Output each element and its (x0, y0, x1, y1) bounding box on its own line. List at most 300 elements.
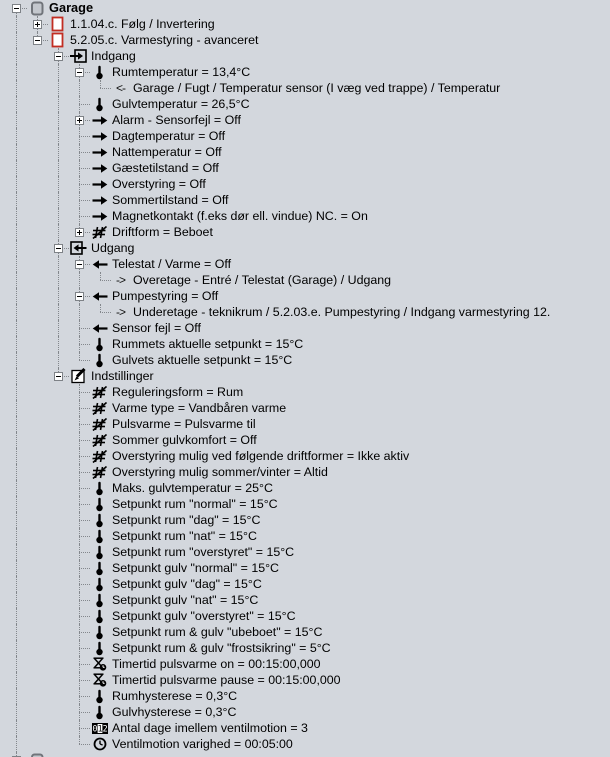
tree-connector (69, 384, 90, 400)
tree-item-label[interactable]: Driftform = Beboet (112, 225, 213, 239)
tree-item-label[interactable]: Udgang (91, 241, 135, 255)
tree-item-label[interactable]: Alarm - Sensorfejl = Off (112, 113, 241, 127)
link-target-icon: -> (115, 273, 125, 287)
tree-connector (69, 640, 90, 656)
tree-indent-guide (27, 112, 48, 128)
tree-item-label[interactable]: Sensor fejl = Off (112, 321, 201, 335)
tree-connector (90, 80, 111, 96)
expand-toggle-collapsed[interactable] (33, 20, 42, 29)
tree-indent-guide (27, 208, 48, 224)
svg-text:2: 2 (102, 724, 108, 734)
tree-indent-guide (48, 208, 69, 224)
tree-row (6, 512, 610, 528)
tree-indent-guide (48, 384, 69, 400)
tree-indent-guide (6, 448, 27, 464)
thermometer-icon (90, 496, 109, 512)
tree-row (6, 544, 610, 560)
parameter-icon (90, 384, 109, 400)
tree-item-label[interactable]: Gæstetilstand = Off (112, 161, 219, 175)
tree-indent-guide (6, 544, 27, 560)
expand-toggle-expanded[interactable] (75, 292, 84, 301)
tree-indent-guide (6, 80, 27, 96)
tree-connector (69, 288, 90, 304)
tree-indent-guide (27, 160, 48, 176)
tree-item-label[interactable]: Sommer gulvkomfort = Off (112, 433, 257, 447)
tree-indent-guide (6, 240, 27, 256)
tree-connector (69, 464, 90, 480)
tree-item-label[interactable]: Pulsvarme = Pulsvarme til (112, 417, 256, 431)
tree-indent-guide (6, 384, 27, 400)
tree-row (6, 576, 610, 592)
tree-row (6, 240, 610, 256)
tree-item-label[interactable]: Overetage - Entré / Telestat (Garage) / Udgang (133, 273, 392, 287)
tree-indent-guide (6, 320, 27, 336)
tree-indent-guide (48, 480, 69, 496)
tree-indent-guide (27, 256, 48, 272)
tree-row (6, 368, 610, 384)
room-icon (27, 0, 46, 16)
parameter-icon (90, 224, 109, 240)
output-icon (69, 240, 88, 256)
arrow-right-icon (90, 128, 109, 144)
tree-indent-guide (6, 128, 27, 144)
tree-row (6, 224, 610, 240)
tree-connector (69, 496, 90, 512)
tree-connector (69, 624, 90, 640)
tree-indent-guide (6, 368, 27, 384)
tree-indent-guide (27, 416, 48, 432)
tree-item-label[interactable]: Pumpestyring = Off (112, 289, 219, 303)
tree-indent-guide (48, 688, 69, 704)
tree-indent-guide (48, 96, 69, 112)
parameter-icon (90, 448, 109, 464)
tree-indent-guide (27, 224, 48, 240)
tree-connector (69, 320, 90, 336)
tree-row (6, 464, 610, 480)
tree-item-label[interactable]: Setpunkt gulv "normal" = 15°C (112, 561, 280, 575)
tree-indent-guide (48, 336, 69, 352)
tree-connector (69, 448, 90, 464)
tree-row (6, 320, 610, 336)
tree-indent-guide (48, 576, 69, 592)
expand-toggle-expanded[interactable] (75, 68, 84, 77)
tree-indent-guide (48, 352, 69, 368)
tree-connector (48, 48, 69, 64)
tree-indent-guide (48, 144, 69, 160)
thermometer-icon (90, 688, 109, 704)
input-icon (69, 48, 88, 64)
tree-connector (69, 688, 90, 704)
tree-item-label[interactable]: Timertid pulsvarme on = 00:15:00,000 (112, 657, 321, 671)
tree-indent-guide (27, 176, 48, 192)
parameter-icon (90, 400, 109, 416)
tree-indent-guide (27, 592, 48, 608)
expand-toggle-expanded[interactable] (33, 36, 42, 45)
tree-indent-guide (6, 304, 27, 320)
tree-connector (69, 192, 90, 208)
tree-row (6, 128, 610, 144)
tree-connector (69, 144, 90, 160)
parameter-icon (90, 432, 109, 448)
tree-connector (48, 368, 69, 384)
tree-connector (90, 272, 111, 288)
tree-connector (69, 576, 90, 592)
tree-indent-guide (48, 464, 69, 480)
tree-indent-guide (27, 496, 48, 512)
tree-indent-guide (6, 592, 27, 608)
timer-icon (90, 656, 109, 672)
tree-indent-guide (27, 656, 48, 672)
tree-item-label[interactable]: Maks. gulvtemperatur = 25°C (112, 481, 273, 495)
tree-row (6, 384, 610, 400)
tree-connector (69, 512, 90, 528)
tree-row (6, 656, 610, 672)
tree-row (6, 528, 610, 544)
tree-connector (48, 240, 69, 256)
tree-indent-guide (6, 720, 27, 736)
tree-indent-guide (27, 448, 48, 464)
expand-toggle-expanded[interactable] (12, 4, 21, 13)
tree-item-label[interactable]: Nattemperatur = Off (112, 145, 222, 159)
tree-indent-guide (69, 80, 90, 96)
expand-toggle-expanded[interactable] (54, 244, 63, 253)
tree-indent-guide (6, 704, 27, 720)
tree-item-label[interactable]: Dagtemperatur = Off (112, 129, 226, 143)
tree-row (6, 0, 610, 16)
tree-indent-guide (27, 320, 48, 336)
tree-indent-guide (6, 336, 27, 352)
tree-connector (69, 256, 90, 272)
tree-item-label[interactable]: Magnetkontakt (f.eks dør ell. vindue) NC. = On (112, 209, 368, 223)
tree-indent-guide (27, 352, 48, 368)
tree-row (6, 624, 610, 640)
thermometer-icon (90, 592, 109, 608)
tree-indent-guide (6, 400, 27, 416)
thermometer-icon (90, 528, 109, 544)
tree-row (6, 96, 610, 112)
tree-row (6, 752, 610, 757)
tree-row (6, 720, 610, 736)
expand-toggle-expanded[interactable] (75, 260, 84, 269)
tree-indent-guide (48, 720, 69, 736)
tree-indent-guide (48, 432, 69, 448)
tree-item-label[interactable]: Setpunkt rum & gulv "frostsikring" = 5°C (112, 641, 331, 655)
tree-indent-guide (48, 624, 69, 640)
tree-indent-guide (6, 32, 27, 48)
tree-connector (6, 752, 27, 757)
tree-indent-guide (6, 16, 27, 32)
tree-row (6, 640, 610, 656)
tree-row (6, 704, 610, 720)
thermometer-icon (90, 576, 109, 592)
tree-indent-guide (6, 432, 27, 448)
function-block-icon (48, 16, 67, 32)
tree-indent-guide (6, 576, 27, 592)
tree-indent-guide (6, 256, 27, 272)
tree-item-label[interactable]: Gulvets aktuelle setpunkt = 15°C (112, 353, 293, 367)
tree-connector (69, 560, 90, 576)
tree-item-label[interactable]: Setpunkt rum & gulv "ubeboet" = 15°C (112, 625, 323, 639)
tree-item-label[interactable]: Timertid pulsvarme pause = 00:15:00,000 (112, 673, 341, 687)
tree-row (6, 32, 610, 48)
tree-indent-guide (6, 480, 27, 496)
tree-row (6, 112, 610, 128)
tree-indent-guide (48, 256, 69, 272)
svg-text:0: 0 (91, 724, 97, 734)
timer-icon (90, 672, 109, 688)
tree-indent-guide (27, 576, 48, 592)
tree-indent-guide (6, 672, 27, 688)
tree-row (6, 688, 610, 704)
tree-row (6, 144, 610, 160)
tree-indent-guide (48, 704, 69, 720)
tree-indent-guide (27, 720, 48, 736)
tree-indent-guide (69, 304, 90, 320)
tree-item-label[interactable]: Garage (49, 0, 94, 15)
tree-connector (69, 416, 90, 432)
tree-item-label[interactable]: Varme type = Vandbåren varme (112, 401, 287, 415)
tree-indent-guide (27, 304, 48, 320)
tree-item-label[interactable]: Sommertilstand = Off (112, 193, 229, 207)
tree-item-label[interactable]: Setpunkt gulv "dag" = 15°C (112, 577, 262, 591)
room-icon (27, 752, 46, 757)
tree-indent-guide (27, 64, 48, 80)
tree-connector (69, 672, 90, 688)
tree-indent-guide (6, 48, 27, 64)
tree-indent-guide (27, 480, 48, 496)
tree-indent-guide (27, 288, 48, 304)
tree-item-label[interactable]: 5.2.05.c. Varmestyring - avanceret (70, 33, 259, 47)
tree-item-label[interactable]: Overstyring = Off (112, 177, 206, 191)
tree-connector (27, 16, 48, 32)
tree-item-label[interactable]: Rumhysterese = 0,3°C (112, 689, 238, 703)
tree-indent-guide (6, 352, 27, 368)
tree-indent-guide (27, 272, 48, 288)
svg-text:1: 1 (96, 724, 103, 734)
tree-indent-guide (6, 608, 27, 624)
tree-row (6, 352, 610, 368)
link-target-icon: -> (115, 305, 125, 319)
tree-indent-guide (6, 496, 27, 512)
tree-item-label[interactable]: Garage / Fugt / Temperatur sensor (I væg ved trappe) / Temperatur (133, 81, 501, 95)
expand-toggle-collapsed[interactable] (75, 228, 84, 237)
tree-connector (69, 336, 90, 352)
tree-row (6, 592, 610, 608)
tree-item-label[interactable]: Setpunkt rum "normal" = 15°C (112, 497, 278, 511)
tree-indent-guide (48, 592, 69, 608)
tree-indent-guide (6, 288, 27, 304)
settings-icon (69, 368, 88, 384)
tree-item-label[interactable]: Setpunkt rum "overstyret" = 15°C (112, 545, 295, 559)
tree-row (6, 336, 610, 352)
tree-row (6, 16, 610, 32)
tree-indent-guide (48, 64, 69, 80)
tree-row (6, 672, 610, 688)
tree-indent-guide (27, 624, 48, 640)
tree-indent-guide (6, 224, 27, 240)
thermometer-icon (90, 560, 109, 576)
tree-item-label[interactable]: Setpunkt gulv "nat" = 15°C (112, 593, 259, 607)
thermometer-icon (90, 512, 109, 528)
tree-row (6, 432, 610, 448)
tree-item-label[interactable]: Setpunkt gulv "overstyret" = 15°C (112, 609, 296, 623)
tree-connector (69, 656, 90, 672)
thermometer-icon (90, 624, 109, 640)
tree-connector (69, 160, 90, 176)
tree-indent-guide (27, 128, 48, 144)
tree-indent-guide (48, 608, 69, 624)
tree-indent-guide (27, 672, 48, 688)
counter-icon (90, 720, 109, 736)
tree-item-label[interactable]: Indgang (91, 49, 136, 63)
tree-indent-guide (27, 144, 48, 160)
tree-indent-guide (27, 640, 48, 656)
tree-item-label[interactable]: Gulvtemperatur = 26,5°C (112, 97, 250, 111)
tree-item-label[interactable]: Underetage - teknikrum / 5.2.03.e. Pumpestyring / Indgang varmestyring 12. (133, 305, 551, 319)
tree-indent-guide (48, 560, 69, 576)
parameter-icon (90, 416, 109, 432)
tree-item-label[interactable]: Telestat / Varme = Off (112, 257, 232, 271)
tree-indent-guide (48, 656, 69, 672)
tree-item-label[interactable]: Overstyring mulig ved følgende driftformer = Ikke aktiv (112, 449, 410, 463)
tree-connector (69, 112, 90, 128)
tree-indent-guide (27, 192, 48, 208)
tree-row (6, 416, 610, 432)
tree-indent-guide (48, 160, 69, 176)
tree-indent-guide (48, 416, 69, 432)
clock-icon (90, 736, 109, 752)
tree-row (6, 160, 610, 176)
arrow-right-icon (90, 176, 109, 192)
tree-item-label[interactable]: Reguleringsform = Rum (112, 385, 244, 399)
tree-item-label[interactable]: Indstillinger (91, 369, 154, 383)
thermometer-icon (90, 352, 109, 368)
tree-indent-guide (48, 672, 69, 688)
tree-item-label[interactable]: Setpunkt rum "dag" = 15°C (112, 513, 261, 527)
tree-indent-guide (48, 736, 69, 752)
tree-indent-guide (27, 96, 48, 112)
expand-toggle-collapsed[interactable] (75, 116, 84, 125)
tree-indent-guide (6, 176, 27, 192)
tree-item-label[interactable]: Rummets aktuelle setpunkt = 15°C (112, 337, 304, 351)
tree-item-label[interactable]: Antal dage imellem ventilmotion = 3 (112, 721, 308, 735)
tree-indent-guide (48, 304, 69, 320)
arrow-right-icon (90, 192, 109, 208)
tree-indent-guide (6, 624, 27, 640)
tree-item-label[interactable]: Rumtemperatur = 13,4°C (112, 65, 251, 79)
tree-row (6, 80, 610, 96)
arrow-left-icon (90, 256, 109, 272)
tree-indent-guide (48, 544, 69, 560)
tree-indent-guide (48, 640, 69, 656)
parameter-icon (90, 464, 109, 480)
tree-connector (69, 352, 90, 368)
function-block-icon (48, 32, 67, 48)
tree-item-label[interactable]: Ventilmotion varighed = 00:05:00 (112, 737, 293, 751)
thermometer-icon (90, 704, 109, 720)
arrow-left-icon (90, 288, 109, 304)
tree-indent-guide (6, 656, 27, 672)
tree-row (6, 496, 610, 512)
tree-indent-guide (6, 512, 27, 528)
tree-connector (69, 720, 90, 736)
tree-indent-guide (6, 144, 27, 160)
tree-indent-guide (48, 288, 69, 304)
tree-indent-guide (6, 464, 27, 480)
tree-connector (69, 64, 90, 80)
tree-indent-guide (6, 688, 27, 704)
tree-indent-guide (48, 192, 69, 208)
tree-row (6, 448, 610, 464)
expand-toggle-expanded[interactable] (54, 372, 63, 381)
tree-indent-guide (6, 112, 27, 128)
tree-indent-guide (6, 96, 27, 112)
tree-row (6, 256, 610, 272)
tree-item-label[interactable]: Gulvhysterese = 0,3°C (112, 705, 237, 719)
thermometer-icon (90, 336, 109, 352)
tree-indent-guide (27, 400, 48, 416)
tree-indent-guide (27, 336, 48, 352)
arrow-left-icon (90, 320, 109, 336)
thermometer-icon (90, 608, 109, 624)
tree-connector (69, 528, 90, 544)
tree-row (6, 272, 610, 288)
tree-indent-guide (48, 512, 69, 528)
arrow-right-icon (90, 112, 109, 128)
thermometer-icon (90, 640, 109, 656)
tree-connector (69, 96, 90, 112)
tree-indent-guide (27, 544, 48, 560)
thermometer-icon (90, 64, 109, 80)
tree-indent-guide (48, 320, 69, 336)
tree-connector (69, 736, 90, 752)
tree-indent-guide (27, 560, 48, 576)
tree-row (6, 304, 610, 320)
tree-indent-guide (27, 528, 48, 544)
tree-indent-guide (48, 272, 69, 288)
tree-connector (69, 608, 90, 624)
tree-indent-guide (69, 272, 90, 288)
tree-connector (69, 704, 90, 720)
tree-row (6, 608, 610, 624)
tree-item-label[interactable]: Setpunkt rum "nat" = 15°C (112, 529, 257, 543)
tree-indent-guide (27, 512, 48, 528)
thermometer-icon (90, 480, 109, 496)
tree-indent-guide (48, 128, 69, 144)
tree-indent-guide (48, 400, 69, 416)
tree-row (6, 192, 610, 208)
tree-indent-guide (48, 176, 69, 192)
thermometer-icon (90, 96, 109, 112)
tree-item-label[interactable]: Overstyring mulig sommer/vinter = Altid (112, 465, 328, 479)
arrow-right-icon (90, 144, 109, 160)
tree-connector (69, 592, 90, 608)
tree-row (6, 400, 610, 416)
expand-toggle-expanded[interactable] (54, 52, 63, 61)
tree-indent-guide (6, 160, 27, 176)
tree-indent-guide (48, 80, 69, 96)
tree-indent-guide (6, 528, 27, 544)
tree-item-label[interactable]: 1.1.04.c. Følg / Invertering (70, 17, 215, 31)
tree-indent-guide (27, 704, 48, 720)
tree-row (6, 176, 610, 192)
tree-row (6, 48, 610, 64)
tree-indent-guide (27, 608, 48, 624)
tree-indent-guide (6, 272, 27, 288)
link-source-icon: <- (115, 81, 125, 95)
tree-indent-guide (6, 640, 27, 656)
tree-connector (69, 544, 90, 560)
